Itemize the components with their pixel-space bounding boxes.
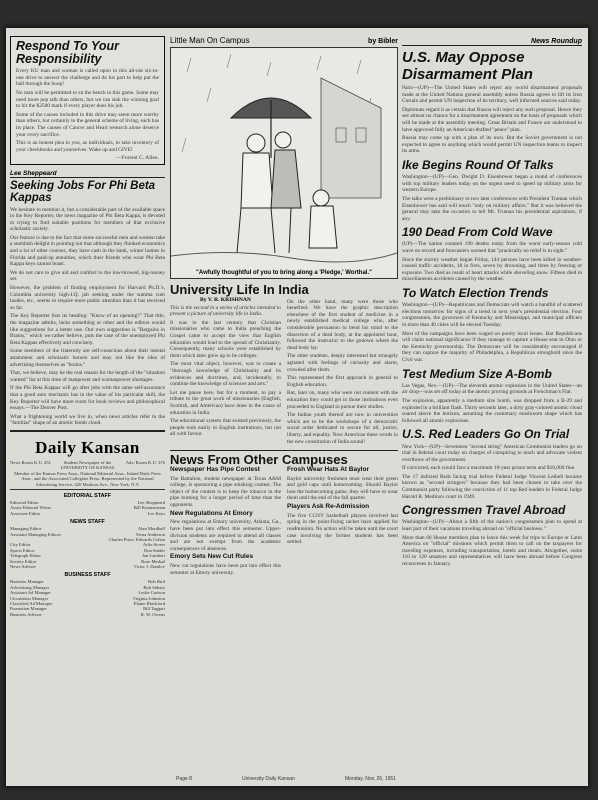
seeking-paragraph: If the Phi Beta Kappas will go after jobs with the same self-assurance that a good auto mechanic has in the value of his particular skill, the Key Reporter will have more room for book reviews and philosophical essays.—The Denver Post. <box>10 385 165 412</box>
staff-role: Assistant Managing Editors <box>10 531 62 537</box>
india-paragraph: This represented the first approach in general to English education. <box>287 375 398 388</box>
staff-role: Business Manager <box>10 579 44 585</box>
other-campuses-headline: News From Other Campuses <box>170 452 348 468</box>
staff-name: Leslie Carlson <box>138 590 165 596</box>
staff-name: Bob Sidney <box>143 584 165 590</box>
story-headline: Test Medium Size A-Bomb <box>402 366 552 381</box>
seeking-paragraph: Some members of the fraternity are self-conscious about their mental attainment and scholastic honors and may not like the idea of advertising themselves as "brains." <box>10 348 165 368</box>
staff-role: City Editor <box>10 542 31 548</box>
staff-name: Victor J. Danilov <box>133 564 165 569</box>
other-paragraph: New regulations at Emory university, Atlanta, Ga., have been put into effect this semester. Upper-division students are required to attend all classes and are not exempt from the academic consequences of absences. <box>170 519 281 552</box>
staff-role: Society Editor <box>10 558 37 564</box>
staff-name: Elaine Blackford <box>133 601 165 607</box>
story-headline: 190 Dead From Cold Wave <box>402 225 553 240</box>
seeking-byline: Lee Sheppeard <box>10 170 165 178</box>
staff-role: Classified Ad Manager <box>10 601 53 607</box>
staff-role: Assistant Ad Manager <box>10 590 51 596</box>
staff-name: R. W. Owens <box>140 611 165 617</box>
right-column <box>402 28 582 570</box>
editorial-staff-heading: EDITORIAL STAFF <box>63 492 112 499</box>
story-paragraph: Since the stormy weather began Friday, 144 persons have been killed in weather-caused traffic accidents, 18 in fires, seven by drowning, and three by freezing or exposure. Two died as result of heart attacks while shoveling snow. Fifteen died in miscellaneous accidents caused by the weather. <box>402 256 582 283</box>
staff-name: Alan Mordhall <box>137 526 165 532</box>
india-paragraph: The most vital object, however, was to create a "thorough knowledge of Christianity and its evidences and doctrines, and, incidentally, to combine the knowledge of sciences and arts." <box>170 361 281 388</box>
story-headline: U.S. Red Leaders Go On Trial <box>402 427 570 442</box>
other-paragraph: Baylor university freshmen must wear their green and gold caps until homecoming. Should Baylor lose the homecoming game, they will have to wear them until the end of the fall quarter. <box>287 475 398 502</box>
staff-role: Assist Editorial Writer <box>10 505 52 511</box>
staff-row <box>10 511 165 516</box>
respond-paragraph: No man will be permitted to sit the bench in this game. Some may need more pep talk than others, but we can sink the winning goal to hit the $2500 mark if every player does his job. <box>16 90 159 110</box>
staff-name: Arlie Sivers <box>142 542 165 548</box>
subhead: Emory Sets New Cut Rules <box>170 553 254 561</box>
india-paragraph: It was in the last century that Christian missionaries who came to India preaching the Gospel came to accept the view that English education would lead to the spread of Christianity. Consequently, many schools were established by them which later grew up to be colleges. <box>170 319 281 359</box>
india-paragraph: The educational system that existed previously, the people took easily to English institutions, but not all with favour. <box>170 418 281 438</box>
story-paragraph: Washington—(UP)—About a fifth of the nation's congressmen plan to spend at least part of their vacations traveling abroad on "official business." <box>402 519 582 533</box>
staff-name: Charles Prioe, Edwards Cohen <box>108 536 165 542</box>
story-paragraph: Washington—(UP)—Republicans and Democrats will watch a handful of scattered elections tomorrow for signs of a trend in next year's presidential election. Four congressmen, the governors of Kentucky and Mississippi, and municipal officers in more than 40 cities will be elected Tuesday. <box>402 302 582 328</box>
story-paragraph: The 17 indicted Reds facing trial before Federal Judge Vincent Leibell became known as "second stringers" because they had been chosen to take over the Communist party following the conviction of 11 top Red leaders in Federal Judge Harold R. Medina's court in 1949. <box>402 473 582 500</box>
india-paragraph: The Indian youth thereof are now in universities which are to be the workshops of a democratic social order dedicated to secure for all, justice, liberty, and equality. Now American these words in the new constitution of India sound! <box>287 412 398 445</box>
staff-name: Don Snider <box>143 547 165 553</box>
staff-name: Bill Taggart <box>143 606 165 612</box>
india-paragraph: On the other hand, many were those who benefited. We have the graphic description elsewhere of the first student of medicine in a newly established medical college who, after considerable persuasion to bend his mind to the dissection of a dead body, at the appointed hour, followed the instructor to the godown where the dead body lay. <box>287 298 398 351</box>
story-headline: Congressmen Travel Abroad <box>402 503 566 518</box>
seeking-paragraph: What a frightening world we live in, when news articles refer to the "familiar" shape of an atomic bomb cloud. <box>10 413 165 427</box>
staff-name: Lee Sheppeard <box>137 499 165 505</box>
story-headline: To Watch Election Trends <box>402 286 549 301</box>
staff-role: Business Adviser <box>10 611 42 617</box>
staff-name: Bill Kimmerman <box>133 505 165 511</box>
other-campuses-article <box>170 467 398 579</box>
respond-paragraph: Every KU man and woman is called upon in this all-out six-in-one drive to answer the challenge and do his part to help put the ball through the hoop! <box>16 68 159 88</box>
staff-name: Jan Lambert <box>142 553 165 559</box>
other-paragraph: The five CCNY basketball players involved last spring in the point-fixing racket have applied for readmission. No action will be taken until the court case involving the former students has been settled. <box>287 512 398 546</box>
staff-name: Bob Bird <box>148 579 165 585</box>
story-paragraph: More than 60 House members plan to leave this week for trips to Europe or Latin America on "official" missions which permit them to call on the taxpayers for traveling expenses, including transportation, hotels and meals. Altogether, some 110 to 120 senators and representatives will have been abroad before Congress reconvenes in January. <box>402 534 582 567</box>
subhead: New Regulations At Emory <box>170 509 253 517</box>
story-paragraph: The explosion, apparently a medium size bomb, was dropped from a B-29 and exploded in a brilliant flash. Thirty seconds later, a dirty gray-colored atomic cloud soared above the horizon, assuming the customary mushroom shape which has followed all atomic explosions. <box>402 397 582 424</box>
staff-role: Sports Editor <box>10 547 35 553</box>
seeking-headline: Seeking Jobs For Phi Beta Kappas <box>10 180 156 205</box>
masthead-note: Member of the Kansas Press Assn., National Editorial Assn., Inland Daily Press Assn., and the Associated Collegiate Press. Represented by the National Advertising Service, 420 Madison Ave., New York, N.Y. <box>14 470 161 487</box>
cartoon-panel <box>170 47 398 279</box>
india-headline: University Life In India <box>170 282 309 297</box>
respond-editorial-box <box>10 36 165 165</box>
india-paragraph: The other students, deeply interested but strangely agitated with feelings of curiosity and alarm, crowded after them. <box>287 353 398 373</box>
seeking-paragraph: That, we believe, may be the real reason for the length of the "situation wanted" list at this time of manpower and womanpower shortages. <box>10 370 165 383</box>
story-headline: U.S. May Oppose Disarmament Plan <box>402 49 533 83</box>
india-paragraph: But, later on, many who were not content with the education they could get in those institutions even proceeded to England to pursue their studies. <box>287 390 398 410</box>
page-number: Page 8 <box>176 776 192 782</box>
seeking-paragraph: We do not care to give aid and comfort to the low-browed, big-money set. <box>10 269 165 283</box>
subhead: Players Ask Re-Admission <box>287 502 370 510</box>
india-article <box>170 297 398 447</box>
respond-headline: Respond To Your Responsibility <box>16 39 120 67</box>
middle-column <box>170 28 398 578</box>
staff-role: Promotion Manager <box>10 606 47 612</box>
staff-role: Circulation Manager <box>10 595 49 601</box>
staff-name: Rose Medsal <box>141 558 165 564</box>
story-paragraph: Most of the campaigns have been waged on purely local issues. But Republicans will claim national significance if they manage to capture a House seat in Ohio or the Kentucky governorship. The Democrats will be considerably encouraged if they can capture the majority of Philadelphia, a Republican stronghold since the Civil war. <box>402 330 582 363</box>
respond-signature: —Forrest C. Allen. <box>116 155 159 162</box>
story-paragraph: Russia may come up with a plan of its own. But the Soviet government is not expected to agree to anything which would permit UN inspection teams to inspect its arms. <box>402 135 582 155</box>
subhead: Frosh Wear Hats At Baylor <box>287 465 369 473</box>
cartoon-header <box>170 36 398 45</box>
issue-date: Monday, Nov. 26, 1951 <box>345 776 396 782</box>
story-paragraph: (UP)—The nation counted 190 deaths today from the worst early-season cold wave on record and forecasters warned that "practically no relief is in sight." <box>402 241 582 255</box>
masthead-block <box>10 430 165 617</box>
editorial-staff-list <box>10 500 165 516</box>
cartoon-title: Little Man On Campus <box>170 36 250 45</box>
staff-row <box>10 564 165 569</box>
story-paragraph: Las Vegas, Nev.—(UP)—The eleventh atomic explosion in the United States—an air drop—was set off today at the atomic proving grounds at Frenchman's Flat. <box>402 382 582 396</box>
seeking-paragraph: However, the problem of finding employment for Harvard Ph.D.'s, Columbia university high-I.Q. job seeking under the summa cum laudes, etc., seems to require more public attention than it has received so far. <box>10 285 165 311</box>
news-staff-heading: NEWS STAFF <box>70 519 105 526</box>
business-staff-list <box>10 579 165 617</box>
story-paragraph: If convicted, each would face a maximum 10-year prison term and $10,000 fine. <box>402 465 576 472</box>
staff-name: Lee Keys <box>147 510 165 516</box>
masthead-info-row <box>10 460 165 471</box>
newsroom-phone: News Room K.U. 251 <box>10 459 51 465</box>
india-paragraph: Let me pause here, but for a moment, to pay a tribute to the great work of missionaries (English, Scottish, and American) have done in the cause of education in India. <box>170 389 281 416</box>
staff-role: Advertising Manager <box>10 584 50 590</box>
other-paragraph: The Battalion, student newspaper at Texas A&M college, is sponsoring a pipe smoking contest. The object of the contest is to keep the tobacco in the pipe burning for a longer period of time than the opponents. <box>170 475 281 508</box>
story-paragraph: Diplomats regard it as certain that Russia will reject any such proposal. Hence they see almost no chance for a disarmament agreement on the basis of proposals which will be made at the assembly meeting. Great Britain and France are understood to have approved fully an American-drafted "peace" plan. <box>402 106 582 133</box>
staff-name: Virginia Johnston <box>132 595 165 601</box>
seeking-paragraph: The Key Reporter lists its heading: "Know of an opening?" That title, the magazine admits, lacks something or other and the editors would like suggestions for a better one. Our own suggestion is "Bargains in Brains," which we rather believe, puts the case of the unemployed Phi Beta Kappas effectively and concisely. <box>10 313 165 346</box>
staff-role: Associate Editor <box>10 510 41 516</box>
cartoon-author: by Bibler <box>368 38 398 45</box>
business-staff-heading: BUSINESS STAFF <box>64 572 111 579</box>
india-intro: This is the second in a series of articles intended to present a picture of university life in India. <box>170 304 281 318</box>
respond-paragraph: This is an honest plea to you, as individuals, to take inventory of your checkbooks and yourselves. Wake up and GIVE! <box>16 140 159 153</box>
page-footer <box>176 776 396 782</box>
story-paragraph: Washington—(UP)—Gen. Dwight D. Eisenhower began a round of conferences with top military leaders today on the urgent need to speed up military arms for western Europe. <box>402 174 582 194</box>
seeking-paragraph: Our feature is due to the fact that some successful men and women take a snobbish delight in pointing out that although they flunked economics and a lot of other courses, they have cash in the bank, winter homes in Florida and paid-up annuities, which their friends who wear Phi Beta Kappa keys cannot boast. <box>10 234 165 268</box>
staff-name: Verna Anderson <box>135 531 165 537</box>
news-staff-list <box>10 526 165 569</box>
seeking-paragraph: We hesitate to mention it, but a considerable part of the available space in the Key Reporter, the news magazine of Phi Beta Kappa, is devoted to trying to find suitable positions for members of that exclusive scholastic society. <box>10 206 165 233</box>
story-paragraph: Paris—(UP)—The United States will reject any world disarmament proposals made at the United Nations general assembly unless Russia agrees to lift its Iron Curtain and permit UN inspection of its territory, well informed sources said today. <box>402 85 582 105</box>
story-headline: Ike Begins Round Of Talks <box>402 157 554 172</box>
staff-role: Managing Editor <box>10 526 42 532</box>
masthead-title: Daily Kansan <box>35 437 140 457</box>
other-paragraph: New cut regulations have been put into effect this semester at Emory university. <box>170 563 281 576</box>
respond-paragraph: Some of the causes included in this drive may seem more worthy than others, but certainly in the general scheme of living, each has its place. The causes of Cancer and Heart research alone deserve your every sacrifice. <box>16 111 159 138</box>
cartoon-caption: "Awfully thoughtful of you to bring along a 'Pledge,' Worthal." <box>196 270 372 276</box>
india-byline: By V. R. KRISHNAN <box>200 296 251 303</box>
staff-role: Editorial Editor <box>10 499 39 505</box>
left-column <box>10 28 165 617</box>
staff-role: Telegraph Editor <box>10 553 41 559</box>
subhead: Newspaper Has Pipe Contest <box>170 465 260 473</box>
news-roundup-label: News Roundup <box>402 38 582 46</box>
masthead-subtitle: Student Newspaper of the UNIVERSITY OF KANSAS <box>60 459 115 471</box>
story-paragraph: The talks were a preliminary to two later conferences with President Truman which Eisenhower has said will touch "only on military affairs." But it was believed the general may take the occasion to tell Mr. Truman his presidential aspirations, if any. <box>402 195 582 222</box>
story-paragraph: New York—(UP)—Seventeen "second string" American Communist leaders go on trial in federal court today on charges of conspiring to teach and advocate violent overthrow of the government. <box>402 443 582 463</box>
cartoon-drawing <box>171 48 397 276</box>
staff-row <box>10 612 165 617</box>
paper-name: University Daily Kansan <box>242 776 295 782</box>
staff-role: News Adviser <box>10 564 36 569</box>
seeking-article <box>10 170 165 427</box>
adroom-phone: Adv. Room K.U. 376 <box>125 459 165 465</box>
newspaper-page <box>6 28 588 786</box>
